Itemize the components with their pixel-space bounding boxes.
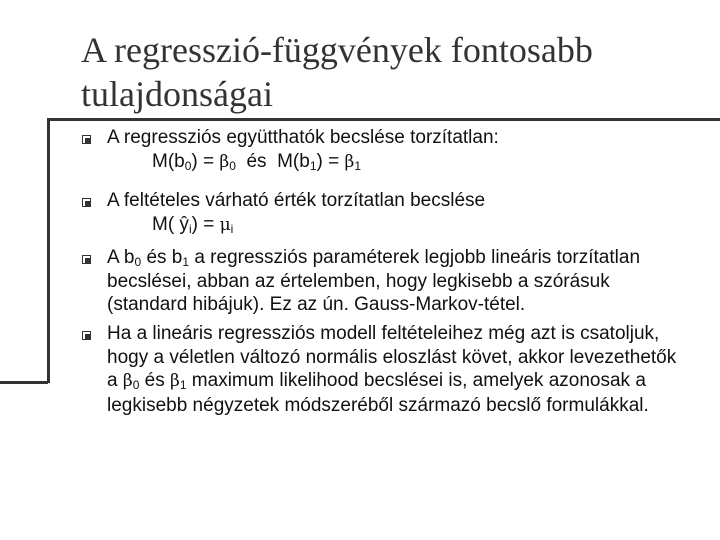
square-bullet-icon: [82, 331, 91, 340]
text-part: a regressziós paraméterek legjobb lineáris torzítatlan becslései, abban az értelemben, hogy legkisebb a szórásuk (standard hibájuk). Ez az ún. Gauss-Markov-tétel.: [107, 247, 641, 315]
formula-part: ) =: [191, 213, 220, 235]
bullet-1-line: A regressziós együtthatók becslése torzítatlan:: [107, 127, 499, 148]
text-part: A b: [107, 247, 135, 268]
bullet-text-4: [107, 322, 687, 417]
bullet-text-1: [107, 126, 687, 174]
text-part: maximum likelihood becslései is, amelyek azonosak a legkisebb négyzetek módszeréből származó becslő formulákkal.: [107, 370, 649, 416]
text-part: Ha a lineáris regressziós modell feltételeihez még azt is csatoljuk, hogy a véletlen változó normális eloszlást követ, akkor levezethetők a: [107, 323, 677, 391]
bullet-text-3: [107, 246, 687, 317]
square-bullet-icon: [82, 255, 91, 264]
text-part: és b: [141, 247, 183, 268]
beta-symbol: β: [219, 151, 230, 172]
square-bullet-icon: [82, 198, 91, 207]
formula-part: M(b: [152, 150, 185, 172]
bullet-text-2: [107, 189, 687, 237]
square-bullet-icon: [82, 135, 91, 144]
mu-symbol: μ: [219, 214, 231, 235]
subscript: 0: [229, 158, 236, 173]
formula-part: és M(b: [235, 150, 310, 172]
subscript: 1: [354, 158, 362, 173]
subscript: 1: [182, 255, 190, 269]
subscript: 1: [309, 158, 317, 173]
subscript: 0: [184, 158, 192, 173]
beta-symbol: β: [122, 371, 133, 391]
formula-conditional-expectation: [107, 213, 687, 238]
subscript: i: [230, 221, 234, 236]
subscript: 0: [132, 378, 140, 392]
title-underline: [48, 118, 720, 121]
slide-title: A regresszió-függvények fontosabb tulajdonságai: [81, 30, 593, 114]
subscript: i: [188, 221, 192, 236]
beta-symbol: β: [170, 371, 180, 391]
left-accent-foot: [0, 381, 48, 384]
left-accent-bar: [0, 118, 50, 383]
text-part: és: [139, 370, 170, 391]
bullet-2-line: A feltételes várható érték torzítatlan becslése: [107, 190, 486, 211]
subscript: 0: [134, 255, 142, 269]
beta-symbol: β: [344, 151, 355, 172]
subscript: 1: [179, 378, 187, 392]
formula-part: ) =: [316, 150, 345, 172]
formula-part: ) =: [191, 150, 220, 172]
formula-part: M( ŷ: [152, 213, 189, 235]
formula-unbiased-coefficients: [107, 150, 687, 175]
